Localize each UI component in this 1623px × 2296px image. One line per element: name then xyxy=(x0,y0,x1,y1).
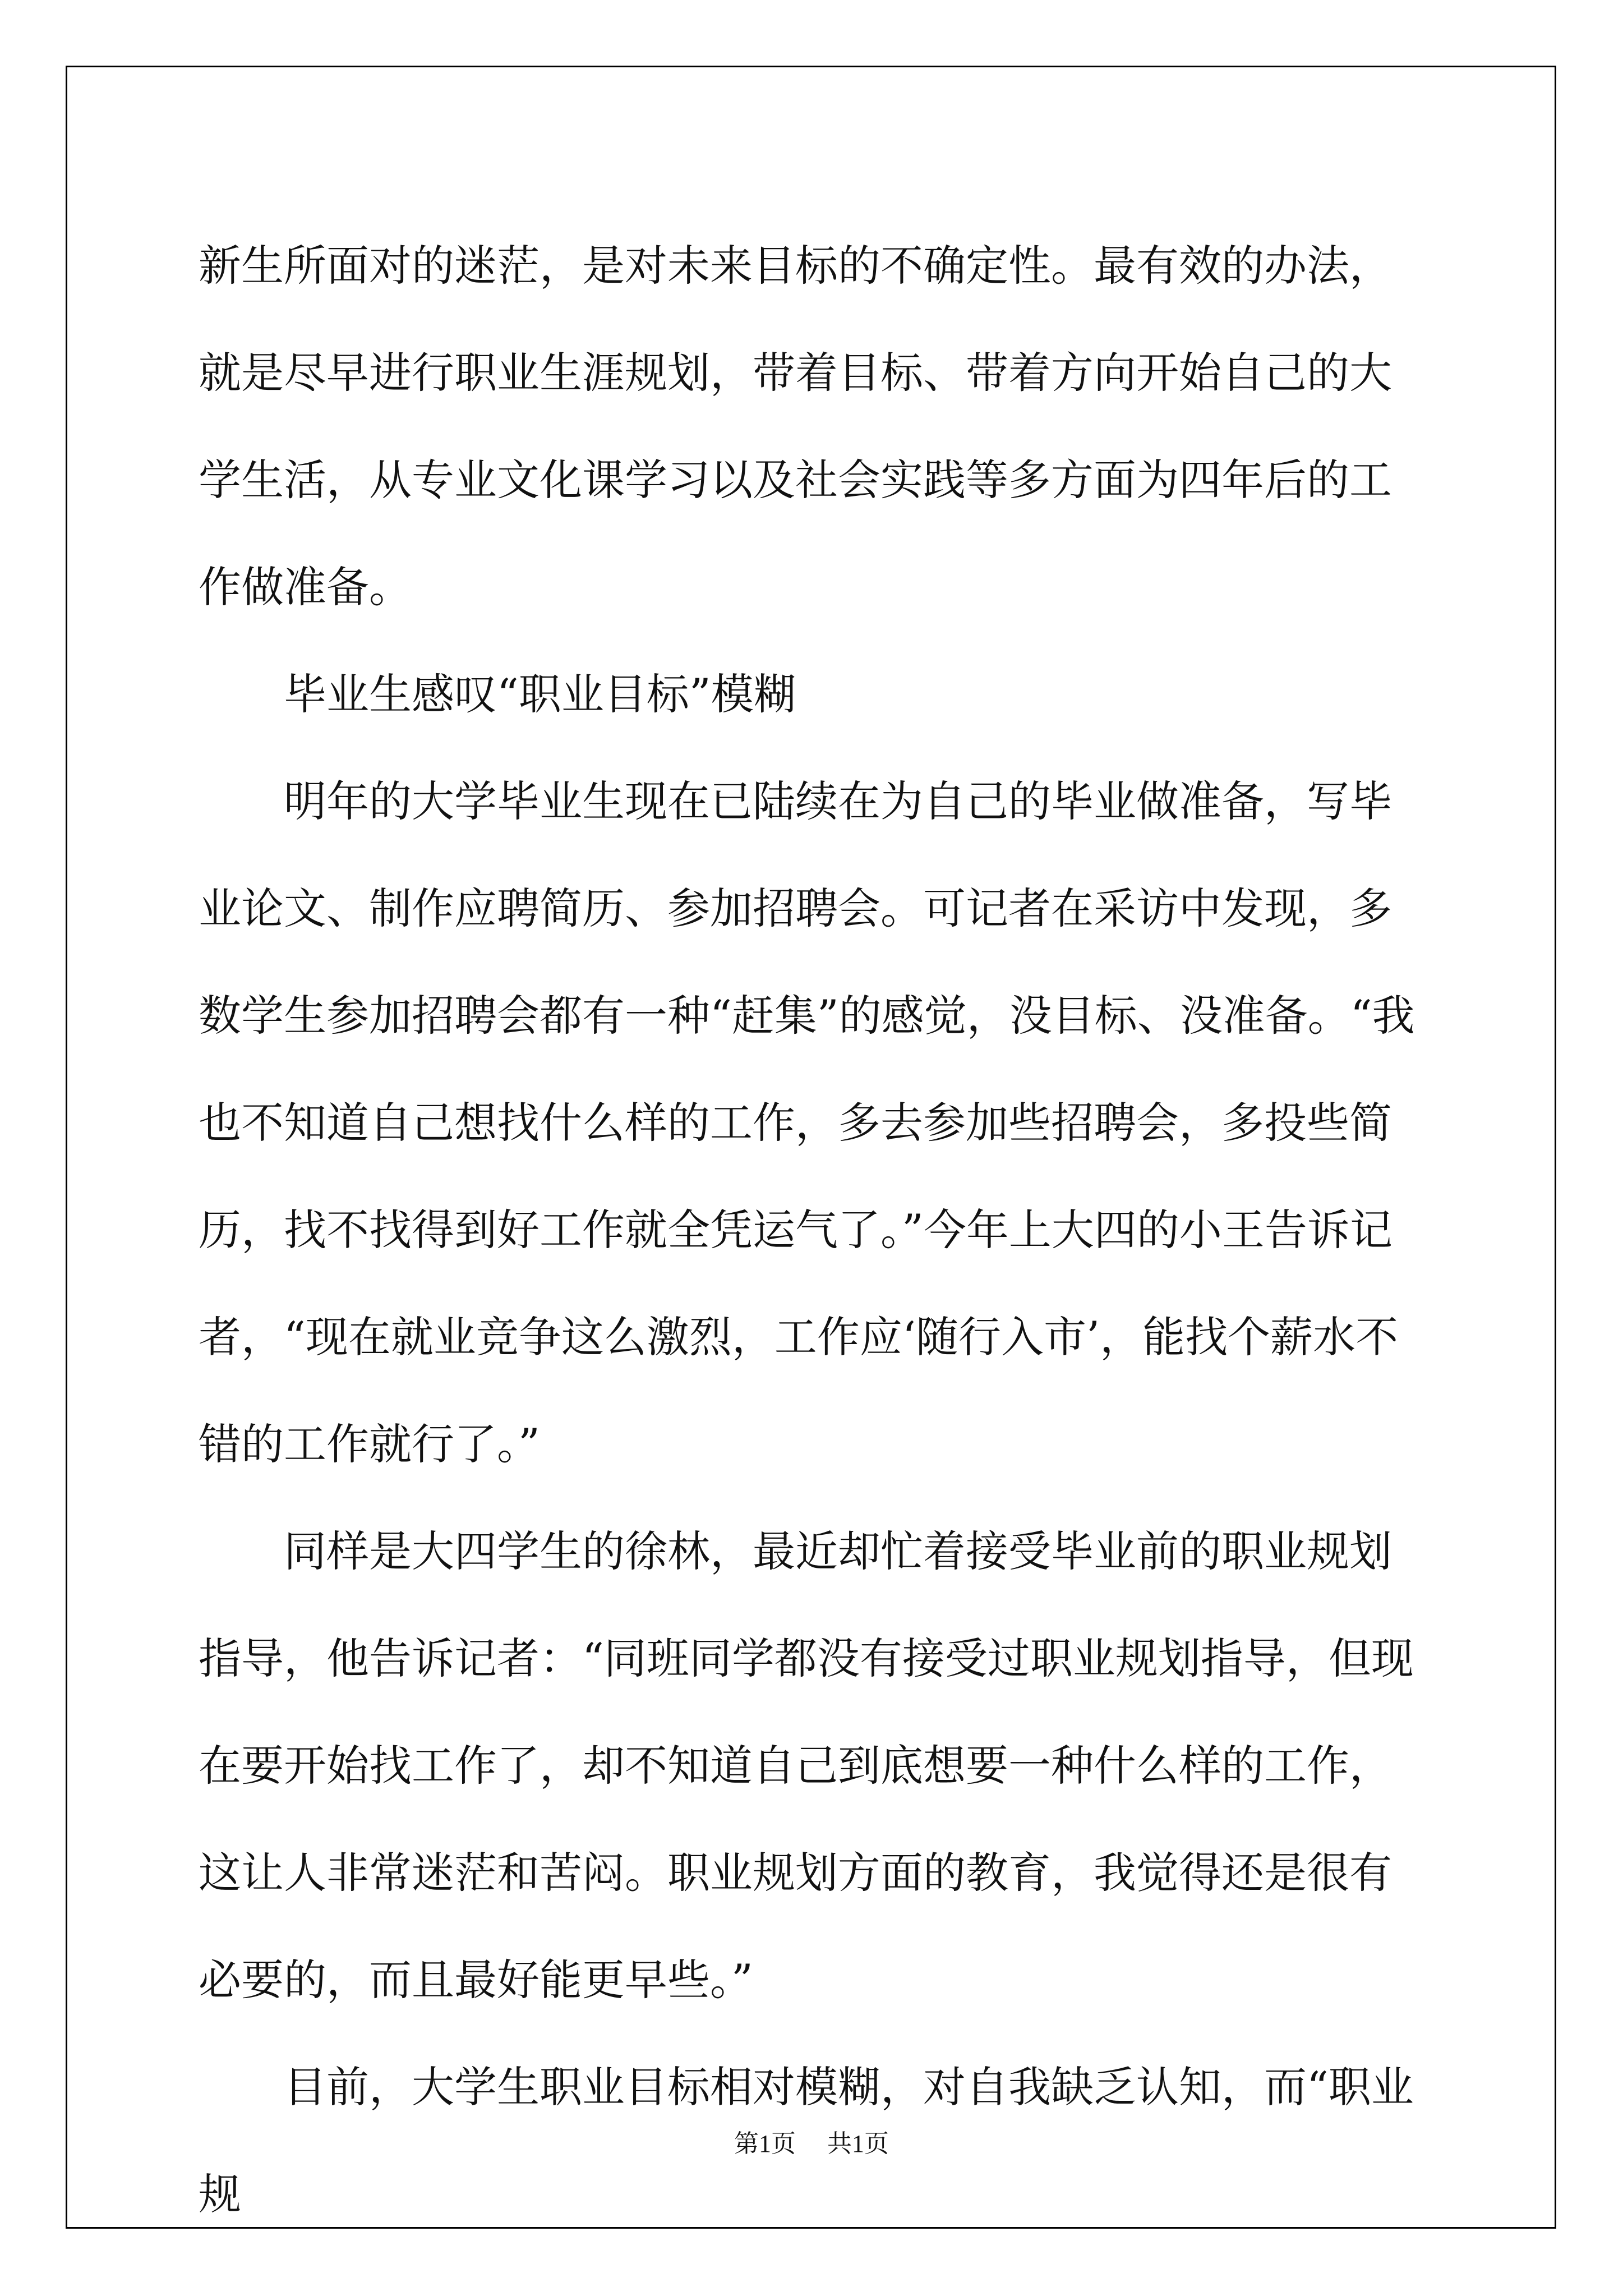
paragraph-1: 新生所面对的迷茫，是对未来目标的不确定性。最有效的办法，就是尽早进行职业生涯规划，带着目标、带着方向开始自己的大学生活，从专业文化课学习以及社会实践等多方面为四年后的工作做准备。 xyxy=(199,241,1392,612)
document-body xyxy=(199,212,1432,2248)
paragraph-4: 目前，大学生职业目标相对模糊，对自我缺乏认知，而“职业规 xyxy=(199,2062,1414,2219)
page-footer xyxy=(0,2123,1623,2159)
page-number: 第1页 xyxy=(734,2130,796,2157)
page-total: 共1页 xyxy=(827,2130,889,2157)
paragraph-3: 同样是大四学生的徐林，最近却忙着接受毕业前的职业规划指导，他告诉记者：“同班同学都没有接受过职业规划指导，但现在要开始找工作了，却不知道自己到底想要一种什么样的工作，这让人非常迷茫和苦闷。职业规划方面的教育，我觉得还是很有必要的，而且最好能更早些。” xyxy=(199,1526,1414,2005)
paragraph-2: 明年的大学毕业生现在已陆续在为自己的毕业做准备，写毕业论文、制作应聘简历、参加招聘会。可记者在采访中发现，多数学生参加招聘会都有一种“赶集”的感觉，没目标、没准备。“我也不知道自己想找什么样的工作，多去参加些招聘会，多投些简历，找不找得到好工作就全凭运气了。”今年上大四的小王告诉记者，“现在就业竞争这么激烈，工作应‘随行入市’，能找个薪水不错的工作就行了。” xyxy=(199,776,1415,1469)
section-heading: 毕业生感叹“职业目标”模糊 xyxy=(284,669,796,719)
